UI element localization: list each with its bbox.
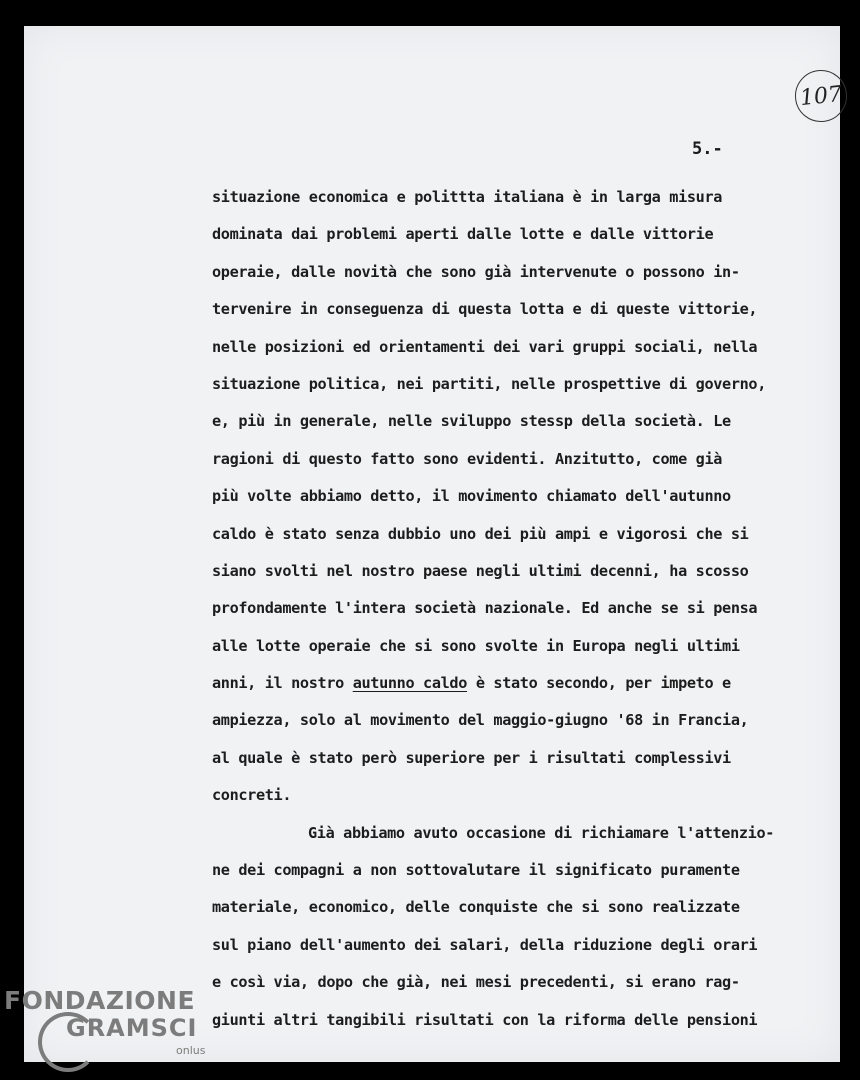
page-number: 5.- <box>692 139 723 159</box>
text-line: ampiezza, solo al movimento del maggio-giugno '68 in Francia, <box>212 711 749 730</box>
paragraph-start-line: Già abbiamo avuto occasione di richiamare l'attenzio- <box>308 823 775 842</box>
text-line: al quale è stato però superiore per i risultati complessivi <box>212 748 731 767</box>
text-line: giunti altri tangibili risultati con la riforma delle pensioni <box>212 1010 758 1029</box>
text-line: e, più in generale, nelle sviluppo stessp della società. Le <box>212 412 731 431</box>
text-line: profondamente l'intera società nazionale. Ed anche se si pensa <box>212 599 758 618</box>
text-line: sul piano dell'aumento dei salari, della riduzione degli orari <box>212 935 758 954</box>
typed-text-body <box>212 184 832 1044</box>
archive-number-text: 107 <box>798 81 844 111</box>
text-line: concreti. <box>212 786 292 805</box>
text-segment: anni, il nostro <box>212 674 353 693</box>
text-line: ne dei compagni a non sottovalutare il significato puramente <box>212 861 740 880</box>
text-line: nelle posizioni ed orientamenti dei vari gruppi sociali, nella <box>212 337 758 356</box>
fondazione-gramsci-watermark <box>4 982 219 1078</box>
text-line: situazione politica, nei partiti, nelle prospettive di governo, <box>212 374 767 393</box>
text-line: alle lotte operaie che si sono svolte in Europa negli ultimi <box>212 636 740 655</box>
text-line: più volte abbiamo detto, il movimento chiamato dell'autunno <box>212 487 731 506</box>
text-line: dominata dai problemi aperti dalle lotte e dalle vittorie <box>212 225 714 244</box>
text-line: siano svolti nel nostro paese negli ultimi decenni, ha scosso <box>212 561 749 580</box>
text-line: e così via, dopo che già, nei mesi precedenti, si erano rag- <box>212 973 740 992</box>
text-line: caldo è stato senza dubbio uno dei più ampi e vigorosi che si <box>212 524 749 543</box>
text-line: ragioni di questo fatto sono evidenti. Anzitutto, come già <box>212 449 723 468</box>
text-line-underlined <box>212 670 832 707</box>
text-line: situazione economica e polittta italiana è in larga misura <box>212 188 723 206</box>
watermark-onlus: onlus <box>176 1044 206 1057</box>
text-segment: è stato secondo, per impeto e <box>467 674 731 693</box>
underlined-phrase: autunno caldo <box>352 674 468 693</box>
archive-number-stamp <box>792 67 849 124</box>
text-line: tervenire in conseguenza di questa lotta e di queste vittorie, <box>212 300 758 319</box>
watermark-title: FONDAZIONE <box>4 986 196 1015</box>
text-line: materiale, economico, delle conquiste che si sono realizzate <box>212 898 740 917</box>
watermark-subtitle: GRAMSCI <box>66 1014 198 1042</box>
text-line: operaie, dalle novità che sono già intervenute o possono in- <box>212 262 740 281</box>
